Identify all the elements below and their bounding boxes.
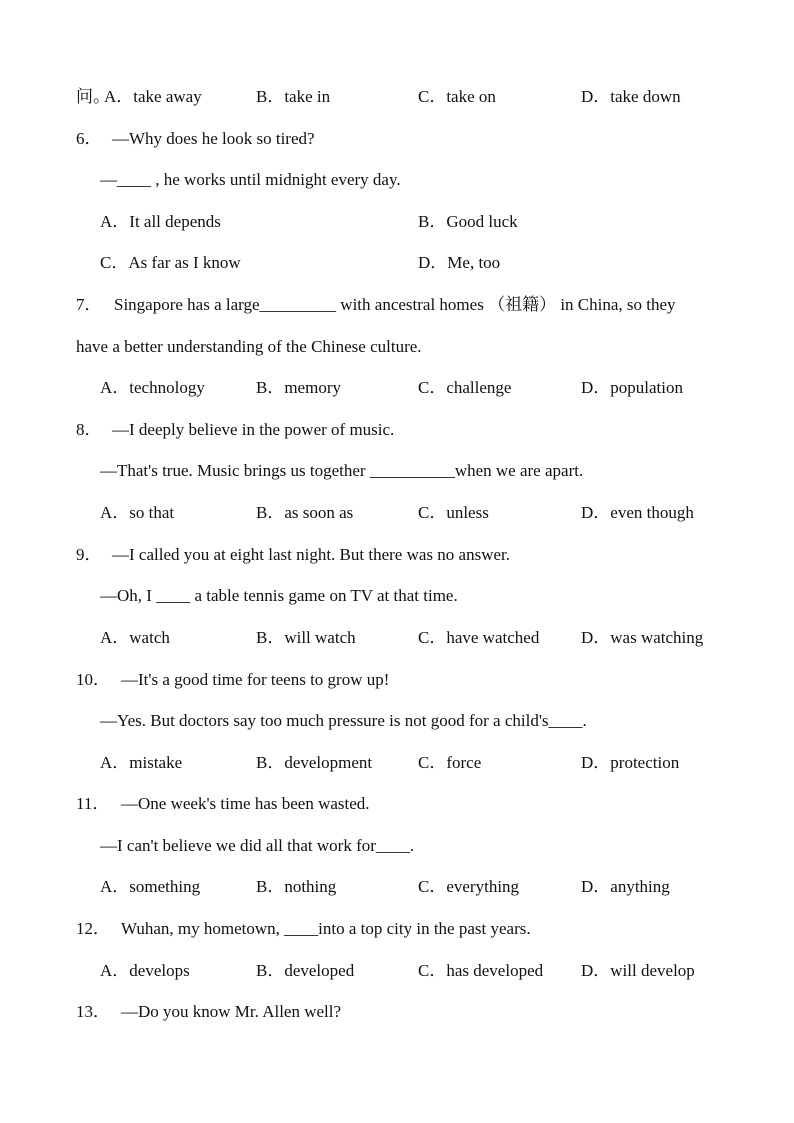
option-d: D．even though [581,503,694,522]
option-c: C．have watched [418,628,540,647]
prev-option-b: B．take in [256,87,331,106]
option-a: A．It all depends [100,212,221,231]
option-d: D．Me, too [418,253,501,272]
question-line: —I deeply believe in the power of music. [112,420,395,439]
option-b: B．developed [256,961,355,980]
option-c: C．unless [418,503,489,522]
question-line: —One week's time has been wasted. [121,794,370,813]
prev-question-lead: 问。 [76,87,110,106]
option-b: B．as soon as [256,503,354,522]
option-b: B．will watch [256,628,356,647]
question-number: 9． [76,545,102,564]
option-c: C．has developed [418,961,544,980]
prev-option-c: C．take on [418,87,496,106]
question-line: —Why does he look so tired? [112,129,315,148]
option-d: D．will develop [581,961,695,980]
question-number: 12． [76,919,110,938]
option-d: D．anything [581,877,670,896]
option-b: B．Good luck [418,212,518,231]
question-line: —I can't believe we did all that work for____. [100,836,415,855]
option-d: D．protection [581,753,680,772]
option-a: A．develops [100,961,190,980]
question-number: 7． [76,295,102,314]
question-line: have a better understanding of the Chinese culture. [76,337,422,356]
question-line: Singapore has a large_________ with ancestral homes （祖籍） in China, so they [114,295,676,314]
option-b: B．memory [256,378,341,397]
option-a: A．technology [100,378,205,397]
option-c: C．As far as I know [100,253,241,272]
question-number: 11． [76,794,110,813]
prev-option-a: A．take away [104,87,202,106]
option-a: A．watch [100,628,170,647]
option-c: C．challenge [418,378,512,397]
option-a: A．mistake [100,753,183,772]
question-line: —Oh, I ____ a table tennis game on TV at that time. [100,586,458,605]
question-line: —Yes. But doctors say too much pressure is not good for a child's____. [100,711,587,730]
option-d: D．was watching [581,628,704,647]
option-c: C．force [418,753,482,772]
option-b: B．development [256,753,373,772]
question-number: 8． [76,420,102,439]
option-c: C．everything [418,877,520,896]
question-line: Wuhan, my hometown, ____into a top city in the past years. [121,919,531,938]
option-b: B．nothing [256,877,337,896]
question-line: —Do you know Mr. Allen well? [121,1002,342,1021]
question-number: 10． [76,670,110,689]
question-line: —It's a good time for teens to grow up! [121,670,390,689]
option-d: D．population [581,378,683,397]
question-line: —That's true. Music brings us together __________when we are apart. [100,461,584,480]
question-number: 6． [76,129,102,148]
question-line: —____ , he works until midnight every day. [100,170,401,189]
question-number: 13． [76,1002,110,1021]
prev-option-d: D．take down [581,87,681,106]
option-a: A．something [100,877,201,896]
question-line: —I called you at eight last night. But there was no answer. [112,545,510,564]
option-a: A．so that [100,503,175,522]
